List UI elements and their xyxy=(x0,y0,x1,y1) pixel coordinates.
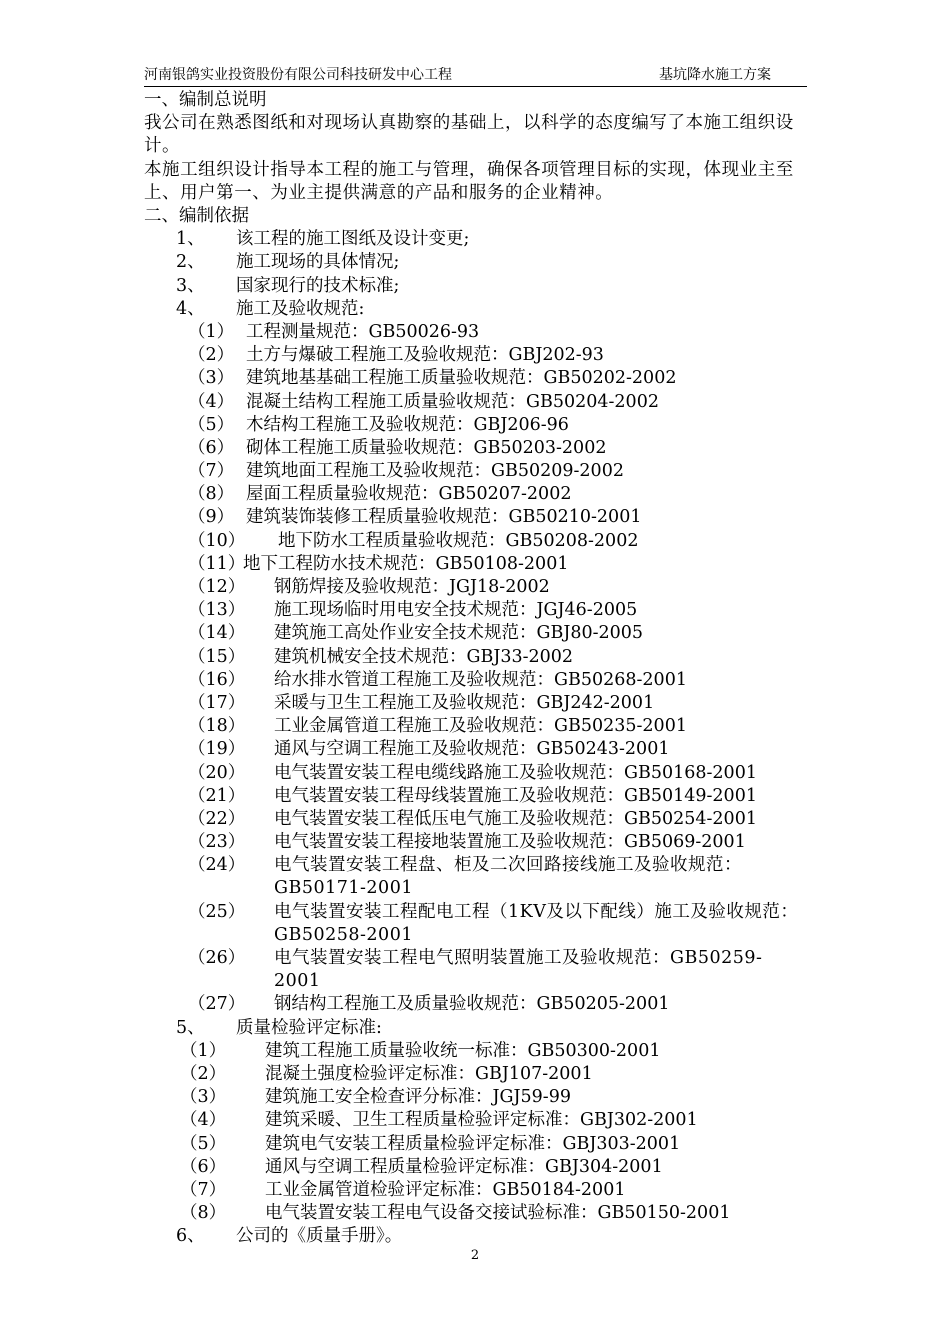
spec-item-number: （12） xyxy=(188,577,246,597)
spec-item-text: 工程测量规范：GB50026-93 xyxy=(246,321,480,342)
spec-item xyxy=(144,391,808,414)
spec-item-number: （16） xyxy=(188,669,246,690)
quality-item-number: （8） xyxy=(180,1203,227,1224)
quality-item xyxy=(144,1133,808,1156)
basis-item-number: 3、 xyxy=(176,275,205,296)
spec-item-text: 给水排水管道工程施工及验收规范：GB50268-2001 xyxy=(274,669,687,690)
spec-item-number: （3） xyxy=(188,368,235,389)
quality-item xyxy=(144,1179,808,1202)
spec-item-number: （18） xyxy=(188,716,246,737)
spec-item-text: 电气装置安装工程盘、柜及二次回路接线施工及验收规范：GB50171-2001 xyxy=(274,855,742,899)
spec-item-number: （15） xyxy=(188,646,246,667)
spec-item-number: （22） xyxy=(188,808,246,829)
spec-item-text: 屋面工程质量验收规范：GB50207-2002 xyxy=(246,484,572,505)
quality-item xyxy=(144,1156,808,1179)
quality-item-text: 通风与空调工程质量检验评定标准：GBJ304-2001 xyxy=(265,1156,663,1177)
basis-item xyxy=(144,275,808,298)
quality-item-number: （2） xyxy=(180,1064,227,1085)
spec-item xyxy=(144,460,808,483)
spec-item-number: （11） xyxy=(188,553,246,574)
spec-item xyxy=(144,738,808,761)
quality-item xyxy=(144,1063,808,1086)
spec-item xyxy=(144,808,808,831)
spec-item-number: （19） xyxy=(188,739,246,760)
spec-item-text: 电气装置安装工程电气照明装置施工及验收规范：GB50259-2001 xyxy=(274,948,763,992)
spec-item-text: 混凝土结构工程施工质量验收规范：GB50204-2002 xyxy=(246,391,659,412)
basis-item-text: 施工现场的具体情况; xyxy=(236,252,400,273)
quality-item-text: 建筑工程施工质量验收统一标准：GB50300-2001 xyxy=(265,1040,661,1061)
header-company: 河南银鸽实业投资股份有限公司科技研发中心工程 xyxy=(144,67,452,83)
spec-item-text: 电气装置安装工程电缆线路施工及验收规范：GB50168-2001 xyxy=(274,762,757,783)
spec-item-text: 建筑装饰装修工程质量验收规范：GB50210-2001 xyxy=(246,507,642,528)
spec-item xyxy=(144,947,808,993)
spec-item xyxy=(144,901,808,947)
spec-item-number: （20） xyxy=(188,762,246,783)
basis-item xyxy=(144,1017,808,1040)
spec-item-number: （13） xyxy=(188,600,246,621)
spec-item xyxy=(144,576,808,599)
spec-item-text: 采暖与卫生工程施工及验收规范：GBJ242-2001 xyxy=(274,692,655,713)
spec-item-number: （24） xyxy=(188,855,246,876)
quality-item xyxy=(144,1040,808,1063)
spec-item-text: 电气装置安装工程配电工程（1KV及以下配线）施工及验收规范：GB50258-2001 xyxy=(274,901,799,945)
spec-item-number: （2） xyxy=(188,345,235,366)
spec-item xyxy=(144,854,808,900)
section-1-paragraph-1: 我公司在熟悉图纸和对现场认真勘察的基础上，以科学的态度编写了本施工组织设计。 xyxy=(144,113,794,157)
basis-item xyxy=(144,298,808,321)
spec-item-text: 建筑机械安全技术规范：GBJ33-2002 xyxy=(274,646,574,667)
quality-item xyxy=(144,1086,808,1109)
spec-item-number: （1） xyxy=(188,321,235,342)
quality-item-number: （5） xyxy=(180,1133,227,1154)
section-2-title: 二、编制依据 xyxy=(144,206,249,226)
basis-item-number: 5、 xyxy=(176,1017,205,1038)
quality-item-number: （7） xyxy=(180,1179,227,1200)
spec-item xyxy=(144,831,808,854)
basis-item xyxy=(144,228,808,251)
spec-item xyxy=(144,506,808,529)
spec-item-number: （27） xyxy=(188,994,246,1015)
basis-item xyxy=(144,251,808,274)
quality-item xyxy=(144,1109,808,1132)
spec-item xyxy=(144,321,808,344)
spec-item-number: （17） xyxy=(188,692,246,713)
spec-item-text: 通风与空调工程施工及验收规范：GB50243-2001 xyxy=(274,739,670,760)
spec-item-text: 建筑地基基础工程施工质量验收规范：GB50202-2002 xyxy=(246,368,677,389)
spec-item xyxy=(144,622,808,645)
quality-item-text: 混凝土强度检验评定标准：GBJ107-2001 xyxy=(265,1064,593,1085)
spec-item-text: 工业金属管道工程施工及验收规范：GB50235-2001 xyxy=(274,716,687,737)
spec-item xyxy=(144,367,808,390)
spec-item-number: （5） xyxy=(188,414,235,435)
spec-item-number: （23） xyxy=(188,832,246,853)
spec-item xyxy=(144,785,808,808)
quality-item-text: 电气装置安装工程电气设备交接试验标准：GB50150-2001 xyxy=(265,1203,731,1224)
spec-item-text: 地下工程防水技术规范：GB50108-2001 xyxy=(243,553,569,574)
quality-item-number: （1） xyxy=(180,1040,227,1061)
document-body xyxy=(144,89,808,1249)
quality-item-number: （6） xyxy=(180,1156,227,1177)
basis-item-text: 该工程的施工图纸及设计变更; xyxy=(236,229,470,250)
header-doc-title: 基坑降水施工方案 xyxy=(659,67,771,83)
spec-item-number: （7） xyxy=(188,461,235,482)
spec-item-text: 地下防水工程质量验收规范：GB50208-2002 xyxy=(278,530,639,551)
spec-item xyxy=(144,762,808,785)
section-1-title: 一、编制总说明 xyxy=(144,90,267,110)
spec-item-text: 电气装置安装工程低压电气施工及验收规范：GB50254-2001 xyxy=(274,808,757,829)
section-1-paragraph-2: 本施工组织设计指导本工程的施工与管理，确保各项管理目标的实现，体现业主至上、用户第一、为业主提供满意的产品和服务的企业精神。 xyxy=(144,159,794,203)
quality-item-text: 建筑采暖、卫生工程质量检验评定标准：GBJ302-2001 xyxy=(265,1110,698,1131)
basis-list xyxy=(144,228,808,321)
quality-item-text: 工业金属管道检验评定标准：GB50184-2001 xyxy=(265,1179,626,1200)
basis-item-text: 公司的《质量手册》。 xyxy=(236,1226,403,1247)
spec-item-text: 电气装置安装工程母线装置施工及验收规范：GB50149-2001 xyxy=(274,785,757,806)
basis-item-number: 6、 xyxy=(176,1226,205,1247)
spec-item-text: 建筑施工高处作业安全技术规范：GBJ80-2005 xyxy=(274,623,644,644)
spec-item xyxy=(144,530,808,553)
spec-item-number: （14） xyxy=(188,623,246,644)
spec-item-number: （4） xyxy=(188,391,235,412)
spec-item xyxy=(144,437,808,460)
spec-item-text: 土方与爆破工程施工及验收规范：GBJ202-93 xyxy=(246,345,604,366)
spec-item-text: 砌体工程施工质量验收规范：GB50203-2002 xyxy=(246,437,607,458)
quality-item-number: （3） xyxy=(180,1087,227,1108)
spec-item xyxy=(144,414,808,437)
spec-item-text: 钢结构工程施工及质量验收规范：GB50205-2001 xyxy=(274,994,670,1015)
spec-item xyxy=(144,483,808,506)
spec-list xyxy=(144,321,808,1017)
quality-item-text: 建筑电气安装工程质量检验评定标准：GBJ303-2001 xyxy=(265,1133,681,1154)
basis-item-text: 国家现行的技术标准; xyxy=(236,275,400,296)
spec-item-number: （6） xyxy=(188,437,235,458)
spec-item xyxy=(144,344,808,367)
spec-item-text: 电气装置安装工程接地装置施工及验收规范：GB5069-2001 xyxy=(274,832,746,853)
quality-item-number: （4） xyxy=(180,1110,227,1131)
spec-item xyxy=(144,553,808,576)
spec-item-number: （10） xyxy=(188,530,246,551)
spec-item-number: （8） xyxy=(188,484,235,505)
spec-item xyxy=(144,669,808,692)
spec-item xyxy=(144,692,808,715)
spec-item-number: （25） xyxy=(188,901,246,922)
spec-item xyxy=(144,715,808,738)
spec-item-number: （26） xyxy=(188,948,246,969)
basis-item-number: 2、 xyxy=(176,252,205,273)
basis-item-number: 1、 xyxy=(176,229,205,250)
header-rule xyxy=(144,86,807,87)
basis-item-number: 4、 xyxy=(176,298,205,319)
spec-item xyxy=(144,646,808,669)
quality-list xyxy=(144,1040,808,1226)
basis-item-text: 质量检验评定标准: xyxy=(236,1017,382,1038)
spec-item-number: （21） xyxy=(188,785,246,806)
basis-item-text: 施工及验收规范: xyxy=(236,298,365,319)
spec-item-text: 建筑地面工程施工及验收规范：GB50209-2002 xyxy=(246,461,624,482)
spec-item xyxy=(144,599,808,622)
page-number: 2 xyxy=(470,1248,480,1263)
basis-item xyxy=(144,1225,808,1248)
spec-item-number: （9） xyxy=(188,507,235,528)
spec-item-text: 施工现场临时用电安全技术规范：JGJ46-2005 xyxy=(274,600,638,621)
spec-item xyxy=(144,993,808,1016)
quality-item xyxy=(144,1202,808,1225)
spec-item-text: 钢筋焊接及验收规范：JGJ18-2002 xyxy=(274,577,550,597)
spec-item-text: 木结构工程施工及验收规范：GBJ206-96 xyxy=(246,414,569,435)
quality-item-text: 建筑施工安全检查评分标准：JGJ59-99 xyxy=(265,1087,571,1108)
